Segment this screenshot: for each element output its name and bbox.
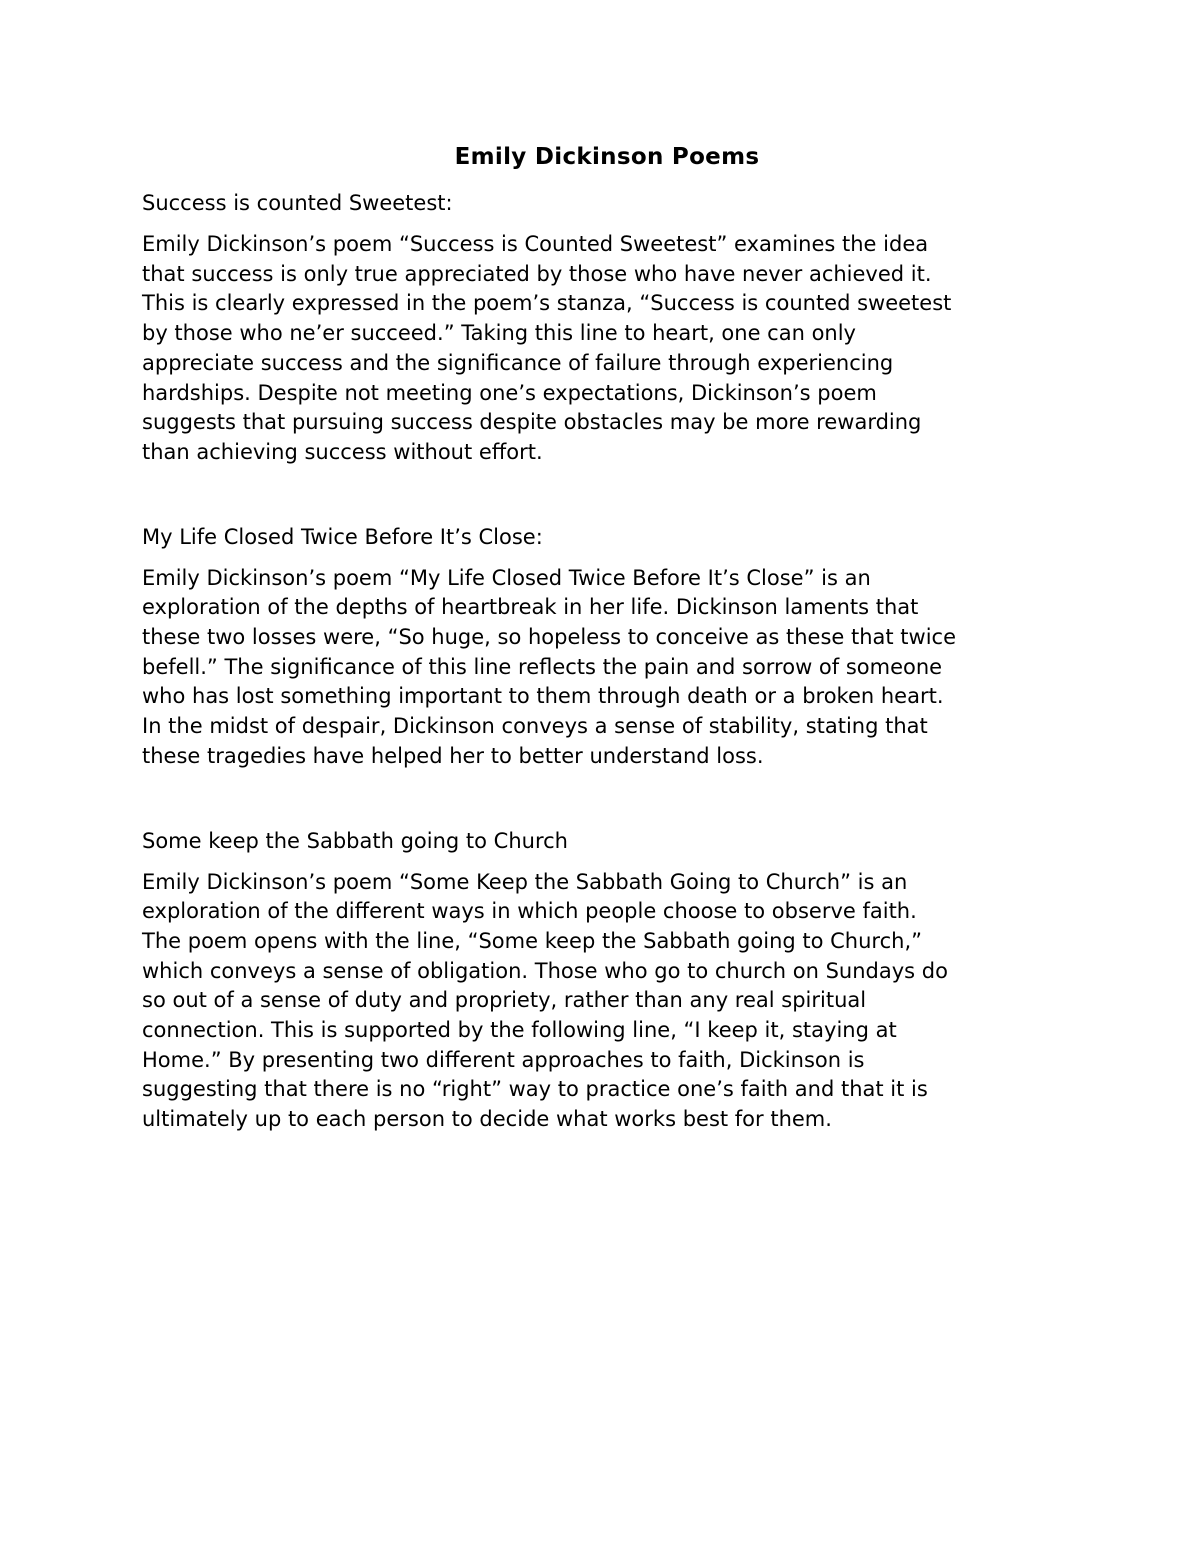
body-line: who has lost something important to them through death or a broken heart. bbox=[142, 684, 944, 709]
body-line: suggesting that there is no “right” way to practice one’s faith and that it is bbox=[142, 1077, 928, 1102]
body-line: suggests that pursuing success despite obstacles may be more rewarding bbox=[142, 410, 922, 435]
body-line: than achieving success without effort. bbox=[142, 439, 543, 464]
body-line: exploration of the depths of heartbreak in her life. Dickinson laments that bbox=[142, 595, 919, 620]
body-line: these tragedies have helped her to better understand loss. bbox=[142, 743, 764, 768]
section-heading: My Life Closed Twice Before It’s Close: bbox=[142, 524, 543, 549]
body-line: these two losses were, “So huge, so hopeless to conceive as these that twice bbox=[142, 625, 957, 650]
section-body bbox=[142, 868, 1072, 1135]
body-line: This is clearly expressed in the poem’s stanza, “Success is counted sweetest bbox=[142, 291, 952, 316]
body-line: Emily Dickinson’s poem “Some Keep the Sabbath Going to Church” is an bbox=[142, 869, 908, 894]
body-line: so out of a sense of duty and propriety, rather than any real spiritual bbox=[142, 988, 867, 1013]
section-body bbox=[142, 564, 1072, 772]
body-line: ultimately up to each person to decide what works best for them. bbox=[142, 1107, 832, 1132]
section-sabbath bbox=[142, 826, 1072, 1135]
section-success bbox=[142, 188, 1072, 468]
body-line: that success is only true appreciated by those who have never achieved it. bbox=[142, 261, 932, 286]
body-line: befell.” The significance of this line reflects the pain and sorrow of someone bbox=[142, 654, 943, 679]
body-line: appreciate success and the significance of failure through experiencing bbox=[142, 350, 894, 375]
body-line: hardships. Despite not meeting one’s expectations, Dickinson’s poem bbox=[142, 380, 877, 405]
section-heading: Success is counted Sweetest: bbox=[142, 191, 453, 215]
body-line: In the midst of despair, Dickinson conveys a sense of stability, stating that bbox=[142, 714, 928, 739]
body-line: Home.” By presenting two different approaches to faith, Dickinson is bbox=[142, 1047, 865, 1072]
section-heading: Some keep the Sabbath going to Church bbox=[142, 828, 568, 853]
section-body bbox=[142, 230, 1072, 468]
body-line: connection. This is supported by the following line, “I keep it, staying at bbox=[142, 1018, 897, 1043]
body-line: exploration of the different ways in which people choose to observe faith. bbox=[142, 899, 917, 924]
body-line: The poem opens with the line, “Some keep the Sabbath going to Church,” bbox=[142, 928, 923, 953]
document-content bbox=[142, 140, 1072, 1189]
body-line: which conveys a sense of obligation. Those who go to church on Sundays do bbox=[142, 958, 948, 983]
body-line: Emily Dickinson’s poem “Success is Counted Sweetest” examines the idea bbox=[142, 232, 929, 256]
section-my-life-closed bbox=[142, 522, 1072, 772]
body-line: Emily Dickinson’s poem “My Life Closed Twice Before It’s Close” is an bbox=[142, 565, 871, 590]
document-title: Emily Dickinson Poems bbox=[454, 144, 760, 170]
body-line: by those who ne’er succeed.” Taking this line to heart, one can only bbox=[142, 321, 856, 346]
